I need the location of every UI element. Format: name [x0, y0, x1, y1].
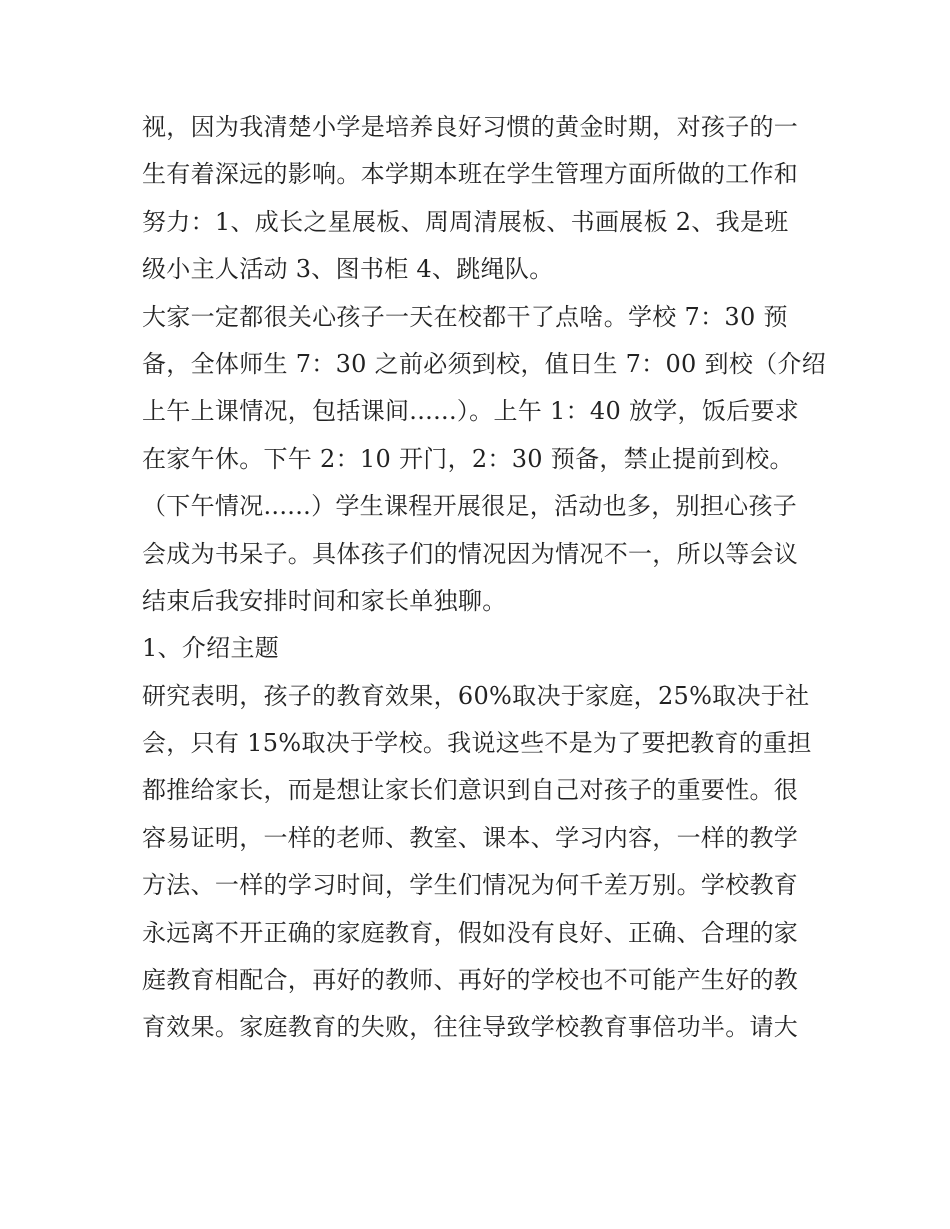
text-line: 永远离不开正确的家庭教育，假如没有良好、正确、合理的家 — [142, 918, 799, 947]
text-line: 努力：1、成长之星展板、周周清展板、书画展板 2、我是班 — [142, 207, 789, 236]
section-heading: 1、介绍主题 — [142, 634, 280, 663]
text-line: 育效果。家庭教育的失败，往往导致学校教育事倍功半。请大 — [142, 1013, 799, 1042]
text-line: 都推给家长，而是想让家长们意识到自己对孩子的重要性。很 — [142, 776, 799, 805]
text-line: 级小主人活动 3、图书柜 4、跳绳队。 — [142, 255, 554, 284]
text-line: 备，全体师生 7：30 之前必须到校，值日生 7：00 到校（介绍 — [142, 349, 827, 378]
text-line: 方法、一样的学习时间，学生们情况为何千差万别。学校教育 — [142, 871, 799, 900]
text-line: 生有着深远的影响。本学期本班在学生管理方面所做的工作和 — [142, 160, 799, 189]
text-line: 视，因为我清楚小学是培养良好习惯的黄金时期，对孩子的一 — [142, 113, 799, 141]
paragraph-start-line: 研究表明，孩子的教育效果，60%取决于家庭，25%取决于社 — [142, 681, 810, 710]
paragraph-start-line: 大家一定都很关心孩子一天在校都干了点啥。学校 7：30 预 — [142, 302, 788, 331]
text-line: 结束后我安排时间和家长单独聊。 — [142, 586, 507, 615]
text-line: 在家午休。下午 2：10 开门，2：30 预备，禁止提前到校。 — [142, 444, 794, 473]
text-line: 上午上课情况，包括课间......）。上午 1：40 放学，饭后要求 — [142, 397, 800, 426]
text-line: 容易证明，一样的老师、教室、课本、学习内容，一样的教学 — [142, 823, 799, 852]
text-line: 庭教育相配合，再好的教师、再好的学校也不可能产生好的教 — [142, 966, 799, 995]
body-text — [142, 104, 827, 1052]
text-line: （下午情况......）学生课程开展很足，活动也多，别担心孩子 — [142, 492, 798, 521]
text-line: 会，只有 15%取决于学校。我说这些不是为了要把教育的重担 — [142, 729, 812, 758]
text-line: 会成为书呆子。具体孩子们的情况因为情况不一，所以等会议 — [142, 539, 799, 568]
